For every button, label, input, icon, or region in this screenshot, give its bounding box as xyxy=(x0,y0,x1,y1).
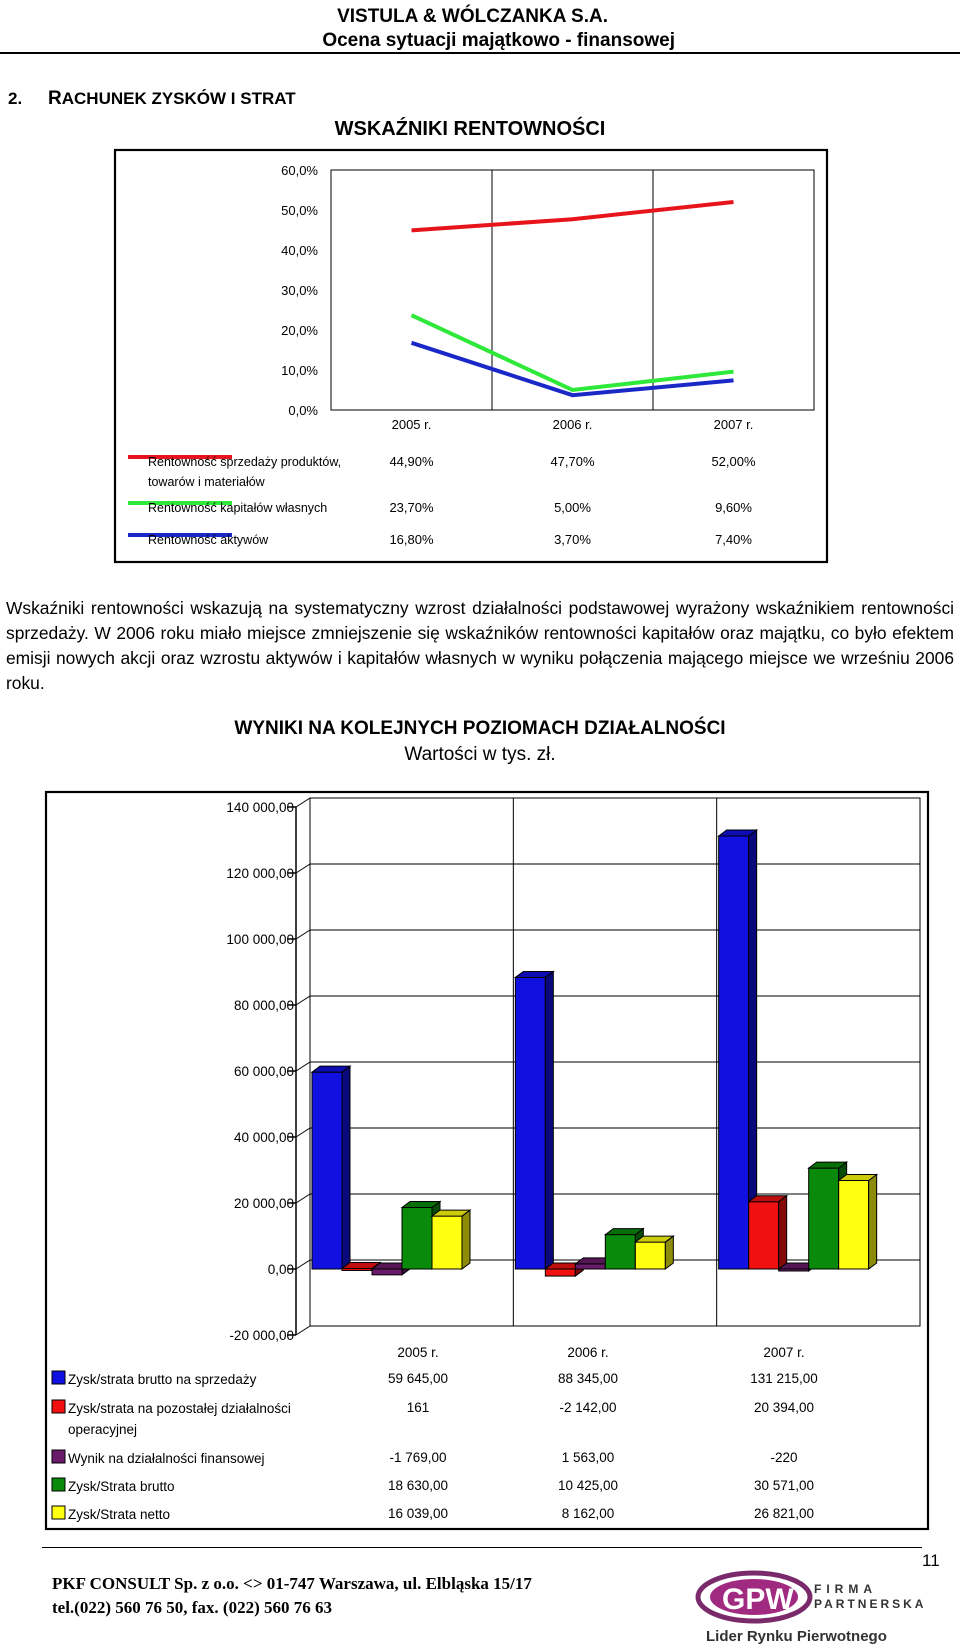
chart2-gridline-diag xyxy=(296,1062,310,1071)
chart2-data-label: -1 769,00 xyxy=(389,1450,447,1465)
chart2-bar xyxy=(545,1269,575,1276)
logo-tagline: Lider Rynku Pierwotnego xyxy=(706,1628,887,1645)
chart1-ytick-label: 50,0% xyxy=(281,203,318,218)
chart2-subtitle: Wartości w tys. zł. xyxy=(404,744,556,765)
chart1-data-label: 52,00% xyxy=(711,454,756,469)
chart1-data-label: 23,70% xyxy=(389,500,434,515)
chart2-gridline-diag xyxy=(296,1326,310,1335)
chart2-xtick-label: 2007 r. xyxy=(763,1345,805,1360)
chart1-ytick-label: 0,0% xyxy=(288,403,318,418)
chart2-legend-swatch xyxy=(52,1400,65,1413)
chart1-ytick-label: 20,0% xyxy=(281,323,318,338)
chart2-bar-side xyxy=(869,1174,877,1269)
chart1-xtick-label: 2006 r. xyxy=(552,417,593,432)
chart1-legend-label: Rentowność kapitałów własnych xyxy=(148,501,328,515)
header-company: VISTULA & WÓLCZANKA S.A. xyxy=(337,6,608,27)
chart2-data-label: 1 563,00 xyxy=(561,1450,615,1465)
chart2-frame xyxy=(46,792,928,1529)
chart2-ytick-label: 60 000,00 xyxy=(233,1064,294,1079)
chart2-xtick-label: 2005 r. xyxy=(397,1345,439,1360)
chart2-ytick-label: 40 000,00 xyxy=(233,1130,294,1145)
chart2-bar xyxy=(809,1168,839,1269)
chart1-data-label: 47,70% xyxy=(550,454,595,469)
chart2-bar xyxy=(635,1242,665,1269)
chart1-data-label: 9,60% xyxy=(715,500,752,515)
footer-address xyxy=(52,1572,532,1620)
chart2-ytick-label: 140 000,00 xyxy=(226,800,294,815)
chart2-data-label: 59 645,00 xyxy=(387,1371,449,1386)
chart2-legend-swatch xyxy=(52,1371,65,1384)
chart1-xtick-label: 2007 r. xyxy=(713,417,754,432)
chart2-legend-label: Zysk/strata na pozostałej działalności xyxy=(68,1401,291,1416)
chart2-legend-label: Zysk/Strata brutto xyxy=(68,1479,175,1494)
analysis-paragraph: Wskaźniki rentowności wskazują na systematyczny wzrost działalności podstawowej wyrażony wskaźnikiem rentowności sprzedaży. W 2006 roku miało miejsce zmniejszenie się wskaźników rentowności kapitałów oraz majątku, co było efektem emisji nowych akcji oraz wzrostu aktywów i kapitałów własnych w wyniku połączenia mającego miejsce we wrześniu 2006 roku. xyxy=(6,598,954,693)
chart2-bar xyxy=(605,1235,635,1269)
chart2-data-label: -2 142,00 xyxy=(559,1400,617,1415)
chart1-legend-label: Rentowność sprzedaży produktów, xyxy=(148,455,342,469)
header-subtitle: Ocena sytuacji majątkowo - finansowej xyxy=(322,30,675,51)
chart2-bar xyxy=(312,1072,342,1269)
footer-line2: tel.(022) 560 76 50, fax. (022) 560 76 63 xyxy=(52,1598,332,1617)
footer-line1: PKF CONSULT Sp. z o.o. <> 01-747 Warszawa, ul. Elbląska 15/17 xyxy=(52,1574,532,1593)
chart2-gridline-diag xyxy=(296,798,310,807)
chart2-data-label: 16 039,00 xyxy=(387,1506,449,1521)
chart2-legend-label: operacyjnej xyxy=(68,1422,138,1437)
chart2-legend-label: Zysk/Strata netto xyxy=(68,1507,171,1522)
chart2-ytick-label: 20 000,00 xyxy=(233,1196,294,1211)
logo-text-line2: PARTNERSKA xyxy=(814,1597,927,1611)
chart2-legend-label: Zysk/strata brutto na sprzedaży xyxy=(68,1372,257,1387)
chart2-data-label: 10 425,00 xyxy=(557,1478,619,1493)
page-number: 11 xyxy=(922,1551,940,1570)
chart1-xtick-label: 2005 r. xyxy=(391,417,432,432)
chart2-bar xyxy=(839,1180,869,1269)
chart1-data-label: 16,80% xyxy=(389,532,434,547)
gpw-logo xyxy=(692,1563,932,1647)
chart2-gridline-diag xyxy=(296,864,310,873)
chart1-ytick-label: 60,0% xyxy=(281,163,318,178)
chart2-legend-swatch xyxy=(52,1506,65,1519)
chart2-bar xyxy=(515,977,545,1269)
chart2-ytick-label: 80 000,00 xyxy=(233,998,294,1013)
chart1-data-label: 44,90% xyxy=(389,454,434,469)
chart2-bar-side xyxy=(462,1210,470,1269)
chart2-data-label: 131 215,00 xyxy=(750,1371,818,1386)
chart2-ytick-label: -20 000,00 xyxy=(229,1328,294,1343)
chart2-ytick-label: 0,00 xyxy=(267,1262,294,1277)
chart2-bar-side xyxy=(342,1066,350,1269)
chart2-legend-swatch xyxy=(52,1450,65,1463)
chart2-data-label: 30 571,00 xyxy=(753,1478,815,1493)
chart2-ytick-label: 120 000,00 xyxy=(226,866,294,881)
chart2-ytick-label: 100 000,00 xyxy=(226,932,294,947)
chart2-xtick-label: 2006 r. xyxy=(567,1345,609,1360)
chart2-data-label: 8 162,00 xyxy=(561,1506,615,1521)
chart1-data-label: 3,70% xyxy=(554,532,591,547)
chart2-bar xyxy=(402,1208,432,1269)
logo-mark: GPW xyxy=(722,1583,794,1616)
chart2-title: WYNIKI NA KOLEJNYCH POZIOMACH DZIAŁALNOŚCI xyxy=(234,718,726,739)
chart1-legend-label: Rentowność aktywów xyxy=(148,533,269,547)
chart2-data-label: -220 xyxy=(770,1450,798,1465)
chart2-data-label: 18 630,00 xyxy=(387,1478,449,1493)
chart2-data-label: 88 345,00 xyxy=(557,1371,619,1386)
chart2-bar-side xyxy=(545,971,553,1269)
chart2-data-label: 26 821,00 xyxy=(753,1506,815,1521)
chart2-bar xyxy=(719,836,749,1269)
chart2-bar xyxy=(372,1269,402,1275)
chart2-gridline-diag xyxy=(296,1194,310,1203)
chart2-legend-label: Wynik na działalności finansowej xyxy=(68,1451,265,1466)
chart1-ytick-label: 10,0% xyxy=(281,363,318,378)
chart2-gridline-diag xyxy=(296,996,310,1005)
section-number: 2. xyxy=(8,89,23,108)
chart2-gridline-diag xyxy=(296,1260,310,1269)
chart2-legend-swatch xyxy=(52,1478,65,1491)
chart1-data-label: 7,40% xyxy=(715,532,752,547)
chart1-ytick-label: 30,0% xyxy=(281,283,318,298)
section-title-initial: R xyxy=(48,88,62,109)
chart1-ytick-label: 40,0% xyxy=(281,243,318,258)
chart2-bar xyxy=(575,1264,605,1269)
chart1-title: WSKAŹNIKI RENTOWNOŚCI xyxy=(334,118,606,140)
chart2-gridline-diag xyxy=(296,1128,310,1137)
chart2-data-label: 161 xyxy=(406,1400,430,1415)
chart2-bar xyxy=(749,1202,779,1269)
chart1-legend-label: towarów i materiałów xyxy=(148,475,265,489)
chart2-bar xyxy=(432,1216,462,1269)
chart1-data-label: 5,00% xyxy=(554,500,591,515)
section-title-rest: ACHUNEK ZYSKÓW I STRAT xyxy=(61,89,296,108)
chart2-data-label: 20 394,00 xyxy=(753,1400,815,1415)
logo-text-line1: FIRMA xyxy=(814,1582,877,1596)
chart2-bar-side xyxy=(779,1196,787,1269)
chart2-gridline-diag xyxy=(296,930,310,939)
footer-rule xyxy=(42,1547,922,1548)
